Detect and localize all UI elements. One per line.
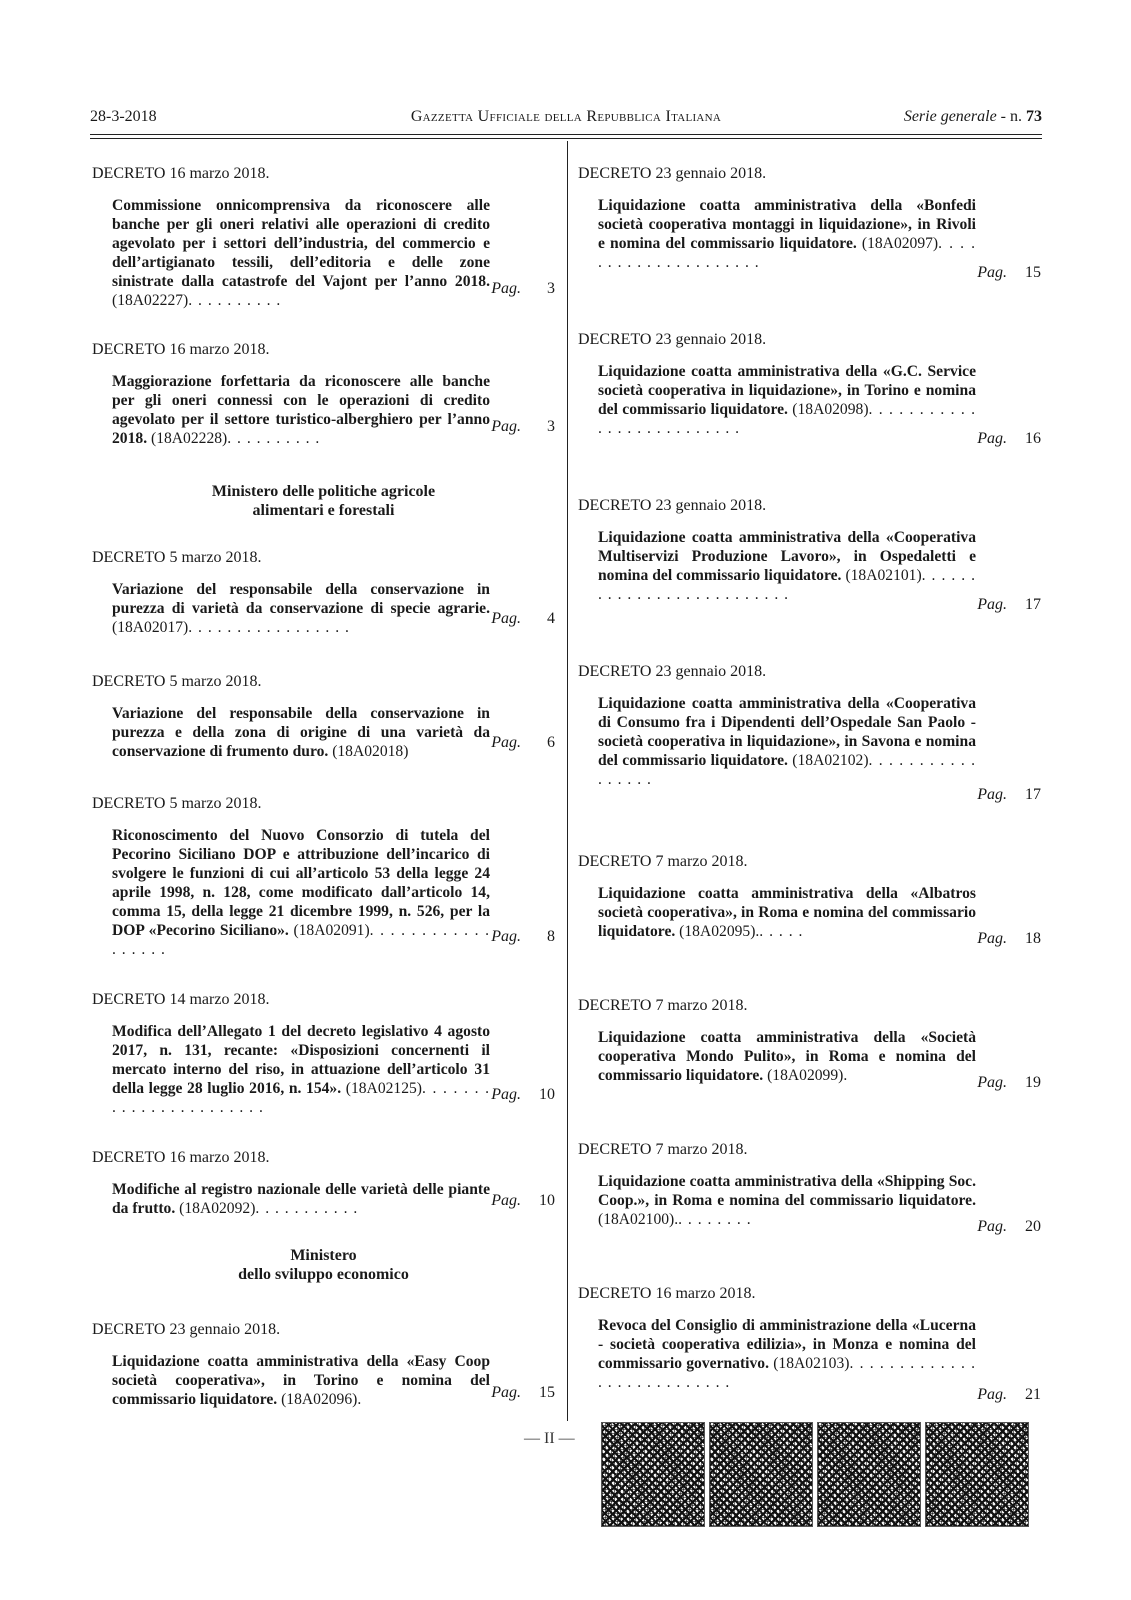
decree-title: Commissione onnicomprensiva da riconoscere alle banche per gli oneri relativi alle operazioni di credito agevolato per i settori dell’industria, del commercio e dell’artigianato tessili, dell’editoria e delle zone sinistrate dalla catastrofe del Vajont per l’anno 2018. (18A02227). . . . . . . . . .	[112, 197, 490, 309]
decree-code: (18A02091)	[293, 922, 370, 939]
decree-date: DECRETO 16 marzo 2018.	[92, 1149, 270, 1166]
toc-entry[interactable]	[92, 990, 555, 1116]
decree-title: Liquidazione coatta amministrativa della «Società cooperativa Mondo Pulito», in Roma e nomina del commissario liquidatore. (18A02099).	[598, 1029, 976, 1084]
page-reference: Pag. 10	[491, 1086, 555, 1103]
decree-title: Maggiorazione forfettaria da riconoscere alle banche per gli oneri connessi con le operazioni di credito agevolato per il settore turistico-alberghiero per l’anno 2018. (18A02228). . . . . . . . . .	[112, 373, 490, 447]
decree-date: DECRETO 16 marzo 2018.	[92, 341, 270, 358]
series-info	[904, 108, 1042, 126]
decree-code: (18A02099).	[767, 1067, 848, 1084]
toc-entry[interactable]	[578, 1284, 1041, 1404]
page-reference: Pag. 17	[977, 596, 1041, 613]
decree-code: (18A02098)	[792, 401, 869, 418]
decree-title: Liquidazione coatta amministrativa della «Cooperativa Multiservizi Produzione Lavoro», in Ospedaletti e nomina del commissario liquidatore. (18A02101). . . . . . . . . . . . . . . . . . . . . . . . . .	[598, 529, 976, 603]
column-divider	[567, 141, 568, 1421]
header-rule-double	[90, 138, 1042, 139]
toc-entry[interactable]	[578, 164, 1041, 282]
page-header	[90, 108, 1042, 132]
page-reference: Pag. 21	[977, 1386, 1041, 1403]
decree-title: Liquidazione coatta amministrativa della «Albatros società cooperativa», in Roma e nomina del commissario liquidatore. (18A02095).. . . . .	[598, 885, 976, 940]
decree-code: (18A02095).	[679, 923, 760, 940]
page-reference: Pag. 19	[977, 1074, 1041, 1091]
decree-title: Modifica dell’Allegato 1 del decreto legislativo 4 agosto 2017, n. 131, recante: «Disposizioni concernenti il mercato interno del riso, in attuazione dell’articolo 31 della legge 28 luglio 2016, n. 154». (18A02125). . . . . . . . . . . . . . . . . . . . . . .	[112, 1023, 490, 1116]
decree-title: Variazione del responsabile della conservazione in purezza di varietà da conservazione di specie agrarie. (18A02017). . . . . . . . . . . . . . . . .	[112, 581, 490, 636]
decree-title: Modifiche al registro nazionale delle varietà delle piante da frutto. (18A02092). . . . . . . . . . .	[112, 1181, 490, 1217]
decree-date: DECRETO 16 marzo 2018.	[578, 1285, 756, 1302]
decree-code: (18A02018)	[332, 743, 409, 760]
page-reference: Pag. 10	[491, 1192, 555, 1209]
page-reference: Pag. 20	[977, 1218, 1041, 1235]
decree-title: Liquidazione coatta amministrativa della «Cooperativa di Consumo fra i Dipendenti dell’Ospedale San Paolo - società cooperativa in liquidazione», in Savona e nomina del commissario liquidatore. (18A02102). . . . . . . . . . . . . . . . .	[598, 695, 976, 788]
page-reference: Pag. 3	[491, 280, 555, 297]
header-rule	[90, 134, 1042, 135]
section-heading-agricoltura: Ministero delle politiche agricole alimentari e forestali	[211, 483, 436, 519]
decree-code: (18A02097)	[861, 235, 939, 252]
page-number-footer: — II —	[524, 1430, 575, 1447]
datamatrix-code	[817, 1422, 921, 1527]
decree-title: Riconoscimento del Nuovo Consorzio di tutela del Pecorino Siciliano DOP e attribuzione dell’incarico di svolgere le funzioni di cui all’articolo 53 della legge 24 aprile 1998, n. 128, come modificato dall’articolo 14, comma 15, della legge 21 dicembre 1999, n. 526, per la DOP «Pecorino Siciliano». (18A02091). . . . . . . . . . . . . . . . . .	[112, 827, 491, 958]
section-heading-sviluppo-economico: Ministero dello sviluppo economico	[238, 1247, 409, 1283]
decree-date: DECRETO 7 marzo 2018.	[578, 997, 748, 1014]
datamatrix-code	[925, 1422, 1029, 1527]
gazette-title: Gazzetta Ufficiale della Repubblica Italiana	[410, 108, 722, 125]
datamatrix-code	[601, 1422, 705, 1527]
decree-code: (18A02092)	[179, 1200, 256, 1217]
decree-code: (18A02017)	[112, 619, 189, 636]
decree-title: Revoca del Consiglio di amministrazione della «Lucerna - società cooperativa edilizia», in Monza e nomina del commissario governativo. (18A02103). . . . . . . . . . . . . . . . . . . . . . . . . . .	[598, 1317, 977, 1391]
decree-code: (18A02100).	[598, 1211, 679, 1228]
decree-code: (18A02103)	[773, 1355, 850, 1372]
datamatrix-code	[709, 1422, 813, 1527]
decree-title: Variazione del responsabile della conservazione in purezza e della zona di origine di una varietà da conservazione di frumento duro. (18A02018)	[112, 705, 490, 760]
toc-entry[interactable]	[578, 1140, 1041, 1236]
toc-entry[interactable]	[578, 996, 1041, 1092]
page-reference: Pag. 17	[977, 786, 1041, 803]
toc-entry[interactable]	[92, 1320, 555, 1408]
decree-date: DECRETO 16 marzo 2018.	[92, 165, 270, 182]
decree-code: (18A02228)	[151, 430, 228, 447]
page-reference: Pag. 15	[977, 264, 1041, 281]
toc-entry[interactable]	[92, 164, 555, 309]
page-reference: Pag. 15	[491, 1384, 555, 1401]
series-number: 73	[1026, 108, 1042, 125]
page-reference: Pag. 4	[491, 610, 555, 627]
decree-code: (18A02227)	[112, 292, 189, 309]
decree-date: DECRETO 23 gennaio 2018.	[578, 165, 767, 182]
page-reference: Pag. 6	[491, 734, 555, 751]
decree-title: Liquidazione coatta amministrativa della «Shipping Soc. Coop.», in Roma e nomina del commissario liquidatore. (18A02100).. . . . . . . .	[598, 1173, 976, 1228]
decree-date: DECRETO 23 gennaio 2018.	[578, 331, 767, 348]
issue-date: 28-3-2018	[90, 108, 157, 125]
toc-entry[interactable]	[578, 852, 1041, 948]
decree-code: (18A02102)	[792, 752, 869, 769]
decree-title: Liquidazione coatta amministrativa della «Bonfedi società cooperativa montaggi in liquidazione», in Rivoli e nomina del commissario liquidatore. (18A02097). . . . . . . . . . . . . . . . . . . . .	[598, 197, 977, 271]
decree-code: (18A02096).	[281, 1391, 362, 1408]
decree-code: (18A02101)	[845, 567, 922, 584]
series-separator: - n.	[996, 108, 1026, 125]
decree-date: DECRETO 5 marzo 2018.	[92, 549, 262, 566]
page-reference: Pag. 18	[977, 930, 1041, 947]
decree-date: DECRETO 23 gennaio 2018.	[578, 497, 767, 514]
page-reference: Pag. 16	[977, 430, 1041, 447]
toc-entry[interactable]	[92, 340, 555, 447]
toc-entry[interactable]	[578, 662, 1041, 804]
decree-date: DECRETO 23 gennaio 2018.	[92, 1321, 281, 1338]
page-reference: Pag. 3	[491, 418, 555, 435]
toc-entry[interactable]	[578, 496, 1041, 614]
decree-code: (18A02125)	[345, 1080, 422, 1097]
decree-title: Liquidazione coatta amministrativa della «Easy Coop società cooperativa», in Torino e nomina del commissario liquidatore. (18A02096).	[112, 1353, 490, 1408]
toc-entry[interactable]	[92, 672, 555, 760]
toc-entry[interactable]	[92, 1148, 555, 1217]
decree-date: DECRETO 5 marzo 2018.	[92, 673, 262, 690]
decree-date: DECRETO 7 marzo 2018.	[578, 853, 748, 870]
decree-date: DECRETO 7 marzo 2018.	[578, 1141, 748, 1158]
series-label: Serie generale	[903, 108, 997, 125]
toc-entry[interactable]	[578, 330, 1041, 448]
page-reference: Pag. 8	[491, 928, 555, 945]
decree-date: DECRETO 5 marzo 2018.	[92, 795, 262, 812]
decree-title: Liquidazione coatta amministrativa della «G.C. Service società cooperativa in liquidazione», in Torino e nomina del commissario liquidatore. (18A02098). . . . . . . . . . . . . . . . . . . . . . . . . .	[598, 363, 976, 437]
toc-entry[interactable]	[92, 794, 555, 958]
decree-date: DECRETO 23 gennaio 2018.	[578, 663, 767, 680]
decree-date: DECRETO 14 marzo 2018.	[92, 991, 270, 1008]
toc-entry[interactable]	[92, 548, 555, 636]
